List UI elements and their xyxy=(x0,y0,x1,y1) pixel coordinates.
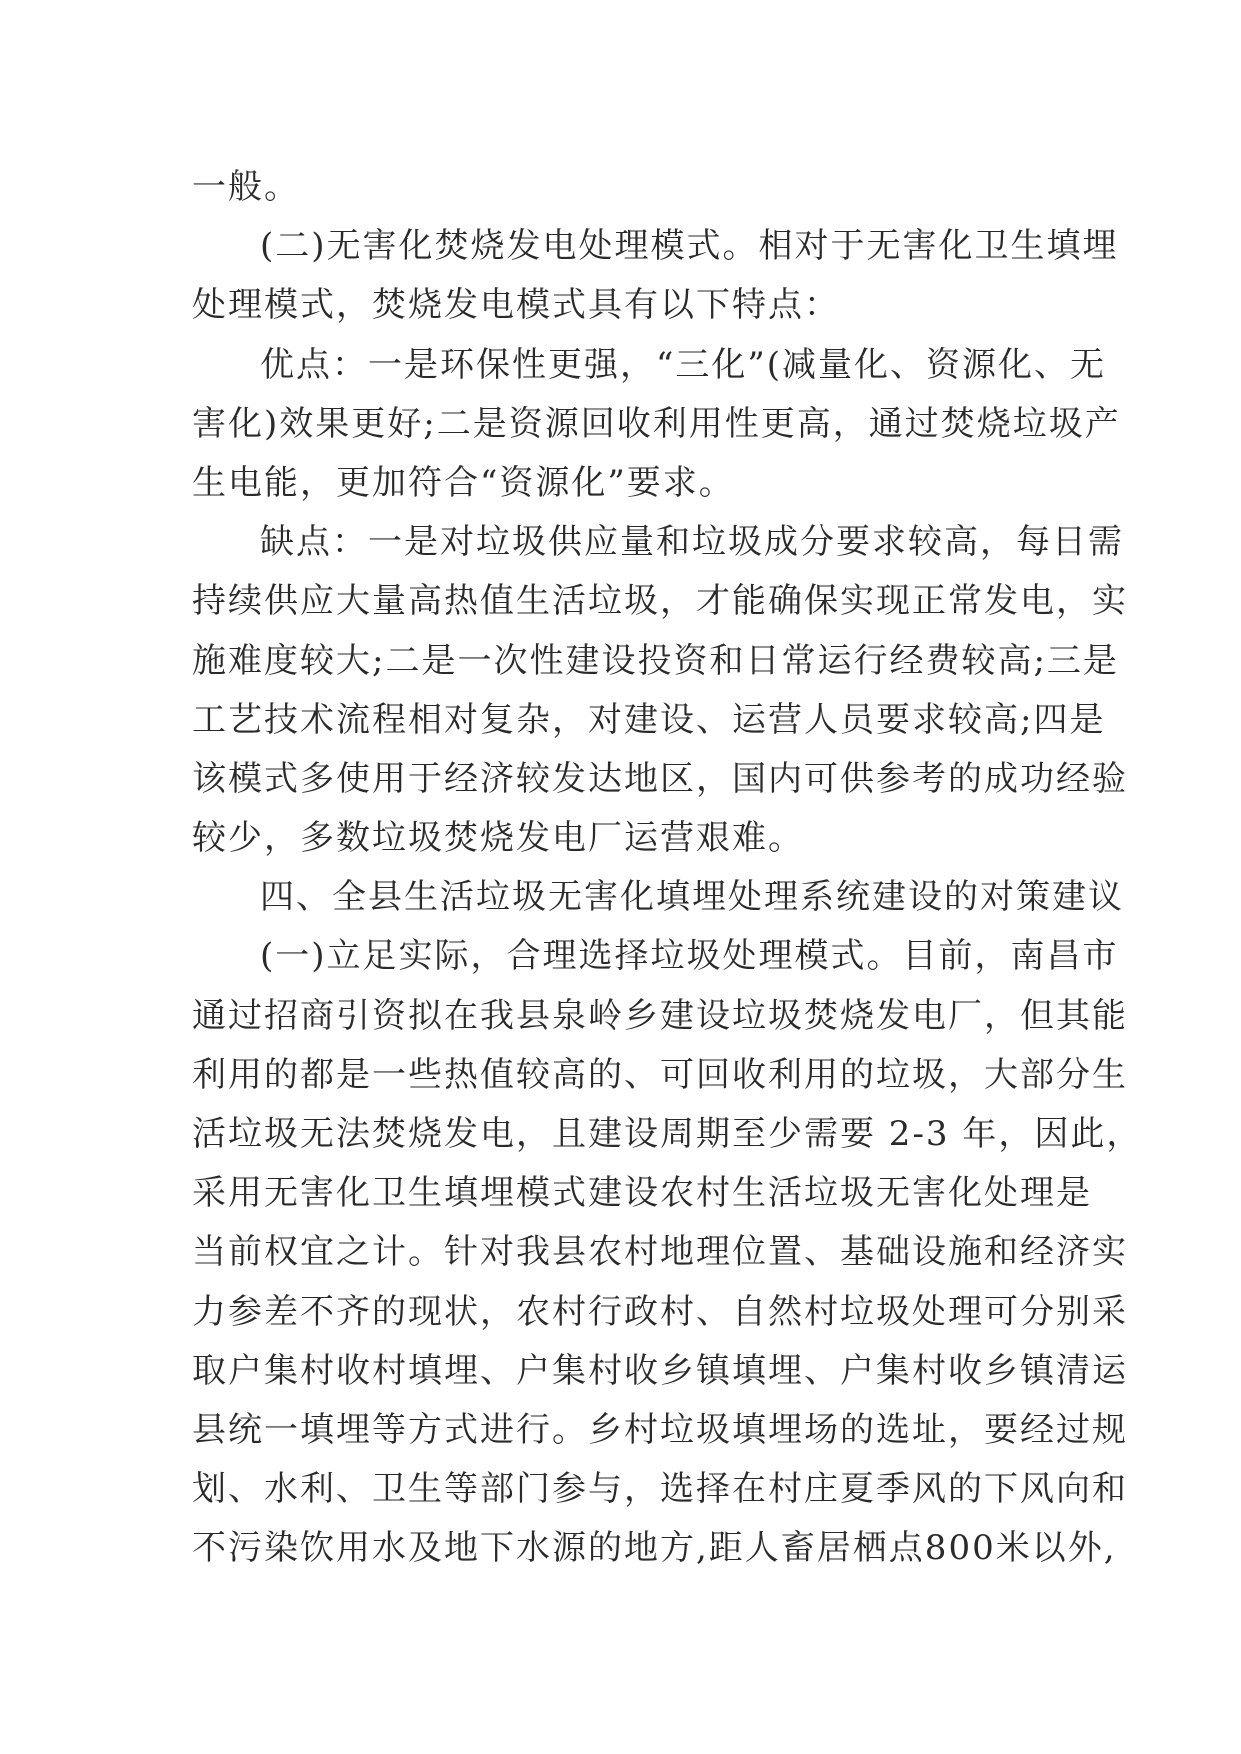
text-line: 害化)效果更好;二是资源回收利用性更高，通过焚烧垃圾产 xyxy=(192,403,1121,444)
text-line: 该模式多使用于经济较发达地区，国内可供参考的成功经验 xyxy=(192,758,1128,799)
text-line: 施难度较大;二是一次性建设投资和日常运行经费较高;三是 xyxy=(192,640,1119,681)
paragraph-first-line: 缺点：一是对垃圾供应量和垃圾成分要求较高，每日需 xyxy=(260,522,1124,563)
paragraph-first-line: 优点：一是环保性更强，“三化”(减量化、资源化、无 xyxy=(260,344,1107,385)
paragraph-first-line: (二)无害化焚烧发电处理模式。相对于无害化卫生填埋 xyxy=(260,226,1119,267)
text-line: 当前权宜之计。针对我县农村地理位置、基础设施和经济实 xyxy=(192,1232,1128,1273)
text-line: 县统一填埋等方式进行。乡村垃圾填埋场的选址，要经过规 xyxy=(192,1409,1128,1450)
text-line: 生电能，更加符合“资源化”要求。 xyxy=(192,462,735,503)
paragraph-first-line: 四、全县生活垃圾无害化填埋处理系统建设的对策建议 xyxy=(260,877,1124,918)
paragraph-first-line: (一)立足实际，合理选择垃圾处理模式。目前，南昌市 xyxy=(260,936,1119,977)
text-line: 取户集村收村填埋、户集村收乡镇填埋、户集村收乡镇清运 xyxy=(192,1350,1128,1391)
text-line: 力参差不齐的现状，农村行政村、自然村垃圾处理可分别采 xyxy=(192,1291,1128,1332)
text-line: 较少，多数垃圾焚烧发电厂运营艰难。 xyxy=(192,818,804,859)
document-body xyxy=(192,158,1143,1579)
text-line: 采用无害化卫生填埋模式建设农村生活垃圾无害化处理是 xyxy=(192,1173,1092,1214)
text-line: 活垃圾无法焚烧发电，且建设周期至少需要 2-3 年，因此， xyxy=(192,1114,1143,1154)
text-line: 划、水利、卫生等部门参与，选择在村庄夏季风的下风向和 xyxy=(192,1469,1128,1510)
text-line: 利用的都是一些热值较高的、可回收利用的垃圾，大部分生 xyxy=(192,1054,1128,1095)
text-line: 不污染饮用水及地下水源的地方,距人畜居栖点800米以外, xyxy=(192,1528,1117,1569)
text-line: 处理模式，焚烧发电模式具有以下特点： xyxy=(192,285,840,326)
text-line: 工艺技术流程相对复杂，对建设、运营人员要求较高;四是 xyxy=(192,699,1106,740)
text-line: 通过招商引资拟在我县泉岭乡建设垃圾焚烧发电厂，但其能 xyxy=(192,995,1128,1036)
text-line: 持续供应大量高热值生活垃圾，才能确保实现正常发电，实 xyxy=(192,581,1128,622)
text-line: 一般。 xyxy=(192,167,300,207)
